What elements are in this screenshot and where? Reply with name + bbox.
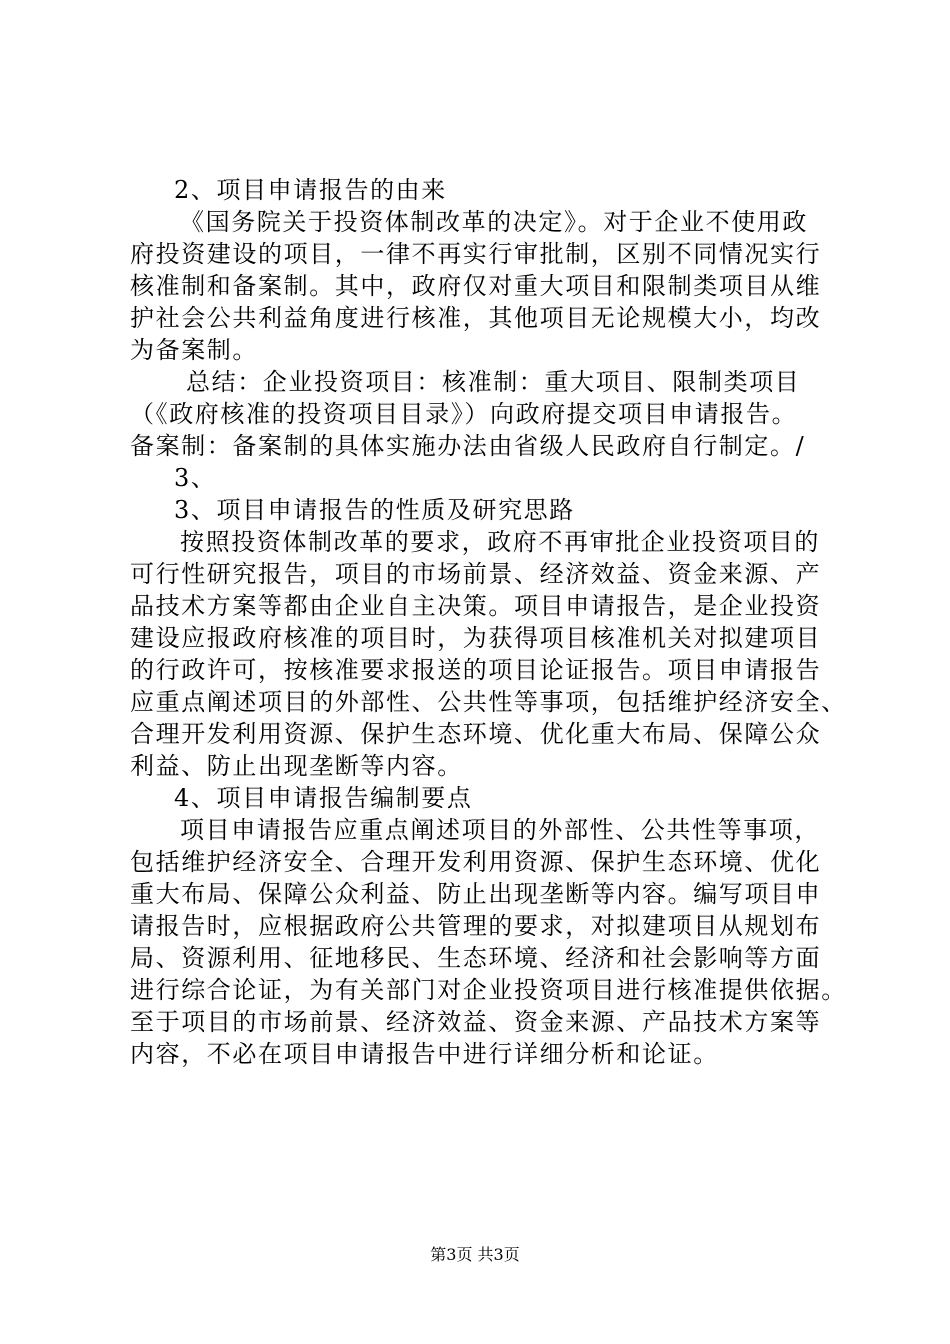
paragraph-line: 内容，不必在项目申请报告中进行详细分析和论证。 — [130, 1040, 719, 1068]
paragraph-line: 护社会公共利益角度进行核准，其他项目无论规模大小，均改 — [130, 304, 822, 332]
paragraph-line: 的行政许可，按核准要求报送的项目论证报告。项目申请报告 — [130, 656, 822, 684]
paragraph-line: 局、资源利用、征地移民、生态环境、经济和社会影响等方面 — [130, 944, 822, 972]
paragraph-line: 建设应报政府核准的项目时，为获得项目核准机关对拟建项目 — [130, 624, 822, 652]
paragraph-line: 《国务院关于投资体制改革的决定》。对于企业不使用政 — [180, 208, 808, 236]
summary-line: 备案制：备案制的具体实施办法由省级人民政府自行制定。/ — [130, 432, 806, 460]
paragraph-line: 核准制和备案制。其中，政府仅对重大项目和限制类项目从维 — [130, 272, 822, 300]
summary-line: 总结：企业投资项目：核准制：重大项目、限制类项目 — [186, 368, 801, 396]
paragraph-line: 至于项目的市场前景、经济效益、资金来源、产品技术方案等 — [130, 1008, 822, 1036]
paragraph-line: 重大布局、保障公众利益、防止出现垄断等内容。编写项目申 — [130, 880, 822, 908]
section-heading-key-points: 4、项目申请报告编制要点 — [174, 784, 473, 812]
paragraph-line: 进行综合论证，为有关部门对企业投资项目进行核准提供依据。 — [130, 976, 847, 1004]
paragraph-line: 包括维护经济安全、合理开发利用资源、保护生态环境、优化 — [130, 848, 822, 876]
page-number-footer: 第3页 共3页 — [430, 1245, 520, 1264]
paragraph-line: 按照投资体制改革的要求，政府不再审批企业投资项目的 — [180, 528, 820, 556]
paragraph-line: 项目申请报告应重点阐述项目的外部性、公共性等事项， — [180, 816, 820, 844]
paragraph-line: 利益、防止出现垄断等内容。 — [130, 752, 463, 780]
section-number: 3、 — [174, 464, 217, 492]
paragraph-line: 可行性研究报告，项目的市场前景、经济效益、资金来源、产 — [130, 560, 822, 588]
paragraph-line: 请报告时，应根据政府公共管理的要求，对拟建项目从规划布 — [130, 912, 822, 940]
summary-line: （《政府核准的投资项目目录》）向政府提交项目申请报告。 — [130, 400, 798, 428]
paragraph-line: 品技术方案等都由企业自主决策。项目申请报告，是企业投资 — [130, 592, 822, 620]
paragraph-line: 府投资建设的项目，一律不再实行审批制，区别不同情况实行 — [130, 240, 822, 268]
section-heading-nature: 3、项目申请报告的性质及研究思路 — [174, 496, 575, 524]
section-heading-origin: 2、项目申请报告的由来 — [174, 176, 447, 204]
document-body — [130, 174, 850, 1070]
paragraph-line: 合理开发利用资源、保护生态环境、优化重大布局、保障公众 — [130, 720, 822, 748]
paragraph-line: 为备案制。 — [130, 336, 258, 364]
paragraph-line: 应重点阐述项目的外部性、公共性等事项，包括维护经济安全、 — [130, 688, 847, 716]
